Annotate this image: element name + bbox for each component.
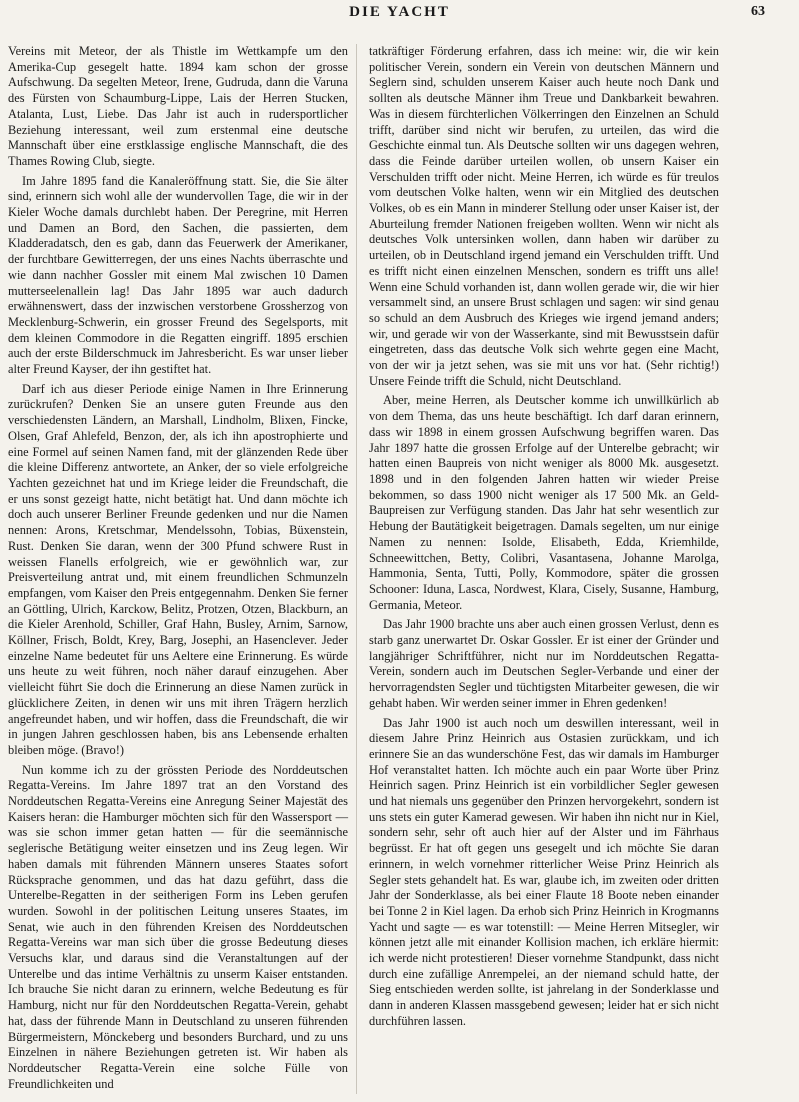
journal-title: DIE YACHT [349,4,450,20]
column-divider [356,44,357,1094]
page-number: 63 [751,4,765,19]
paragraph: tatkräftiger Förderung erfahren, dass ich meine: wir, die wir kein politischer Verein, sondern ein Verein von deutschen Männern und Seglern sind, schulden unserem Kaiser auch heute noch Dank und sollten als deutsche Männer ihm Treue und Dankbarkeit bewahren. Was in diesem fürchterlichen Völkerringen den Einzelnen an Schuld trifft, darüber sind nicht wir berufen, zu urteilen, das wird die Geschichte einmal tun. Als Deutsche sollten wir uns dagegen wehren, dass die Feinde darüber urteilen wollen, ob unsern Kaiser ein Verschulden trifft oder nicht. Meine Herren, ich würde es für treulos vom deutschen Volke halten, wenn wir ein Mitglied des deutschen Volkes, ob es ein Mann in minderer Stellung oder unser Kaiser ist, der Aburteilung fremder Nationen freigeben wollten. Wenn wir nicht als deutsches Volk untersinken wollen, dann haben wir darüber zu urteilen, ob in Deutschland irgend jemand ein Verschulden trifft. Und es trifft nicht einen einzelnen Menschen, sondern es trifft uns alle! Wenn eine Schuld vorhanden ist, dann wollen gerade wir, die wir hier versammelt sind, an unsere Brust schlagen und sagen: wir sind genau so schuld an dem Ausbruch des Krieges wie irgend jemand anders; wir, und gerade wir von der Wasserkante, sind mit Bewusstsein dafür eingetreten, dass das deutsche Volk sich wehrte gegen eine Macht, von der wir ja jetzt sehen, was sie mit uns vor hat. (Sehr richtig!) Unsere Feinde trifft die Schuld, nicht Deutschland. [369,44,719,388]
paragraph: Im Jahre 1895 fand die Kanaleröffnung statt. Sie, die Sie älter sind, erinnern sich wohl alle der wundervollen Tage, die wir in der Kieler Woche damals durchlebt haben. Der Peregrine, mit Herren und Damen an Bord, den Sachen, die passierten, dem Kladderadatsch, den es gab, dann das Feuerwerk der Amerikaner, der furchtbare Gewitterregen, der uns eines Nachts überraschte und wie dann nachher Gossler mit einem Mal zwischen 10 Damen mutterseelenallein lag! Das Jahr 1895 war auch dadurch erwähnenswert, dass der inzwischen verstorbene Grossherzog von Mecklenburg-Schwerin, ein grosser Freund des Segelsports, mit dem kleinen Commodore in die Regatten eingriff. 1895 erschien auch der erste Bilderschmuck im Jahresbericht. Es war unser lieber alter Freund Kayser, der ihn gestiftet hat. [8,173,348,377]
page-header [0,4,799,30]
paragraph: Darf ich aus dieser Periode einige Namen in Ihre Erinnerung zurückrufen? Denken Sie an unsere guten Freunde aus den verschiedensten Ländern, an Marshall, Lindholm, Blixen, Fincke, Olsen, Graf Ahlefeld, Benzon, der, als ich ihn apostrophierte und eine Formel auf seinen Namen fand, mit der glänzenden Rede über die kleine Differenz antwortete, an Anker, der so viele erfolgreiche Yachten gezeichnet hat und im Kriege leider die Freundschaft, die er uns sonst gezeigt hatte, nicht betätigt hat. Und dann möchte ich doch auch unserer Berliner Freunde gedenken und nur die Namen nennen: Arons, Kretschmar, Mendelssohn, Tobias, Büxenstein, Rust. Denken Sie daran, wenn der 300 Pfund schwere Rust in weissen Flanells erfolgreich, wie er gewöhnlich war, zur Preisverteilung antrat und, mit einem freundlichen Schmunzeln empfangen, vom Kaiser den Preis entgegennahm. Denken Sie ferner an Göttling, Ulrich, Karckow, Belitz, Protzen, Otzen, Blackburn, an die Kieler Arenhold, Schiller, Graf Hahn, Busley, Arnim, Sarnow, Köllner, Frisch, Boldt, Krey, Barg, Josephi, an Hasenclever. Jeder einzelne Name bedeutet für uns Aeltere eine Erinnerung. Es würde uns heute zu weit führen, noch näher darauf einzugehen. Aber vielleicht führt Sie doch die Erinnerung an diese Namen zurück in glücklichere Zeiten, in denen wir uns mit ihren Trägern herzlich angefreundet haben, und wir hoffen, dass die Freundschaft, die wir in jungen Jahren geschlossen haben, bis ans Lebensende erhalten bleiben möge. (Bravo!) [8,381,348,757]
paragraph: Aber, meine Herren, als Deutscher komme ich unwillkürlich ab von dem Thema, das uns heute beschäftigt. Ich darf daran erinnern, dass wir 1898 in einem grossen Aufschwung begriffen waren. Das Jahr 1897 hatte die grossen Erfolge auf der Unterelbe gebracht; wir hatten einen Baupreis von nicht weniger als 8000 Mk. ausgesetzt. 1898 und in den folgenden Jahren hatten wir wieder Preise bekommen, so dass 1900 nicht weniger als 17 500 Mk. an Geld-Baupreisen zur Verfügung standen. Das Jahr hat sehr wesentlich zur Hebung der Bautätigkeit beigetragen. Damals segelten, um nur einige Namen zu nennen: Isolde, Elisabeth, Edda, Kriemhilde, Schneewittchen, Betty, Colibri, Vasantasena, Johanne Marolga, Hammonia, Senta, Tutti, Polly, Kommodore, später die grossen Schooner: Iduna, Lasca, Nordwest, Klara, Cisely, Susanne, Hamburg, Germania, Meteor. [369,393,719,612]
paragraph: Das Jahr 1900 brachte uns aber auch einen grossen Verlust, denn es starb ganz unerwartet Dr. Oskar Gossler. Er ist einer der Gründer und langjähriger Schriftführer, nicht nur im Norddeutschen Regatta-Verein, sondern auch im Deutschen Segler-Verbande und einer der hervorragendsten Segler und tüchtigsten Mitarbeiter gewesen, die wir gehabt haben. Wir werden seiner immer in Ehren gedenken! [369,617,719,710]
paragraph: Nun komme ich zu der grössten Periode des Norddeutschen Regatta-Vereins. Im Jahre 1897 trat an den Vorstand des Norddeutschen Regatta-Vereins eine Anregung Seiner Majestät des Kaisers heran: die Hamburger möchten sich für den Wassersport — was sie schon immer getan hatten — für die seemännische seglerische Betätigung weiter einsetzen und ins Zeug legen. Wir haben damals mit führenden Männern unseres Staates sofort Rücksprache genommen, und das hat dazu geführt, dass die Unterelbe-Regatten in der seitherigen Form ins Leben gerufen wurden. Sowohl in der politischen Leitung unseres Staates, im Senat, wie auch in den führenden Kreisen des Norddeutschen Regatta-Vereins war man sich über die grosse Bedeutung dieses Versuchs klar, und daraus sind die Veranstaltungen auf der Unterelbe und das intime Verhältnis zu unserm Kaiser entstanden. Ich brauche Sie nicht daran zu erinnern, welche Bedeutung es für Hamburg, nicht nur für den Norddeutschen Regatta-Verein, gehabt hat, dass der führende Mann in Deutschland zu unseren führenden Bürgermeistern, Mönckeberg und besonders Burchard, und zu uns Einzelnen in nähere Beziehungen getreten ist. Wir haben als Norddeutscher Regatta-Verein eine solche Fülle von Freundlichkeiten und [8,762,348,1091]
paragraph: Vereins mit Meteor, der als Thistle im Wettkampfe um den Amerika-Cup gesegelt hatte. 1894 kam schon der grosse Aufschwung. Da segelten Meteor, Irene, Gudruda, dann die Varuna des Fürsten von Schaumburg-Lippe, Lais der Herren Stucken, Atalanta, Lust, Liebe. Das Jahr ist auch in rudersportlicher Beziehung interessant, weil zum erstenmal eine deutsche Mannschaft über eine erstklassige englische Mannschaft, die des Thames Rowing Club, siegte. [8,44,348,168]
paragraph: Das Jahr 1900 ist auch noch um deswillen interessant, weil in diesem Jahre Prinz Heinrich aus Ostasien zurückkam, und ich erinnere Sie an das wunderschöne Fest, das wir damals im Hamburger Hof veranstaltet hatten. Ich möchte auch ein paar Worte über Prinz Heinrich sagen. Prinz Heinrich ist ein vorbildlicher Segler gewesen und hat niemals uns gegenüber den Prinzen hervorgekehrt, sondern ist uns stets ein guter Kamerad gewesen. Wir haben ihn nicht nur in Kiel, sondern sehr, sehr oft auch hier auf der Alster und im Fährhaus begrüsst. Er hat oft gegen uns gesegelt und ich möchte Sie daran erinnern, in welch vornehmer ritterlicher Weise Prinz Heinrich als Segler stets gehandelt hat. Es war, glaube ich, im zweiten oder dritten Jahr der Sonderklasse, als bei einer Flaute 18 Boote neben einander bei Tonne 2 in Kiel lagen. Da erhob sich Prinz Heinrich in Krogmanns Yacht und sagte — es war totenstill: — Meine Herren Mitsegler, wir können jetzt alle mit einander Kollision machen, ich erkläre hiermit: ich werde nicht protestieren! Dieser vornehme Standpunkt, dass nicht durch eine zufällige Anrempelei, an der niemand schuld hatte, der Sieg entschieden werden sollte, ist jahrelang in der Sonderklasse und dann in anderen Klassen massgebend gewesen; leider hat er sich nicht durchführen lassen. [369,715,719,1028]
right-column [369,44,719,1030]
left-column [8,44,348,1092]
